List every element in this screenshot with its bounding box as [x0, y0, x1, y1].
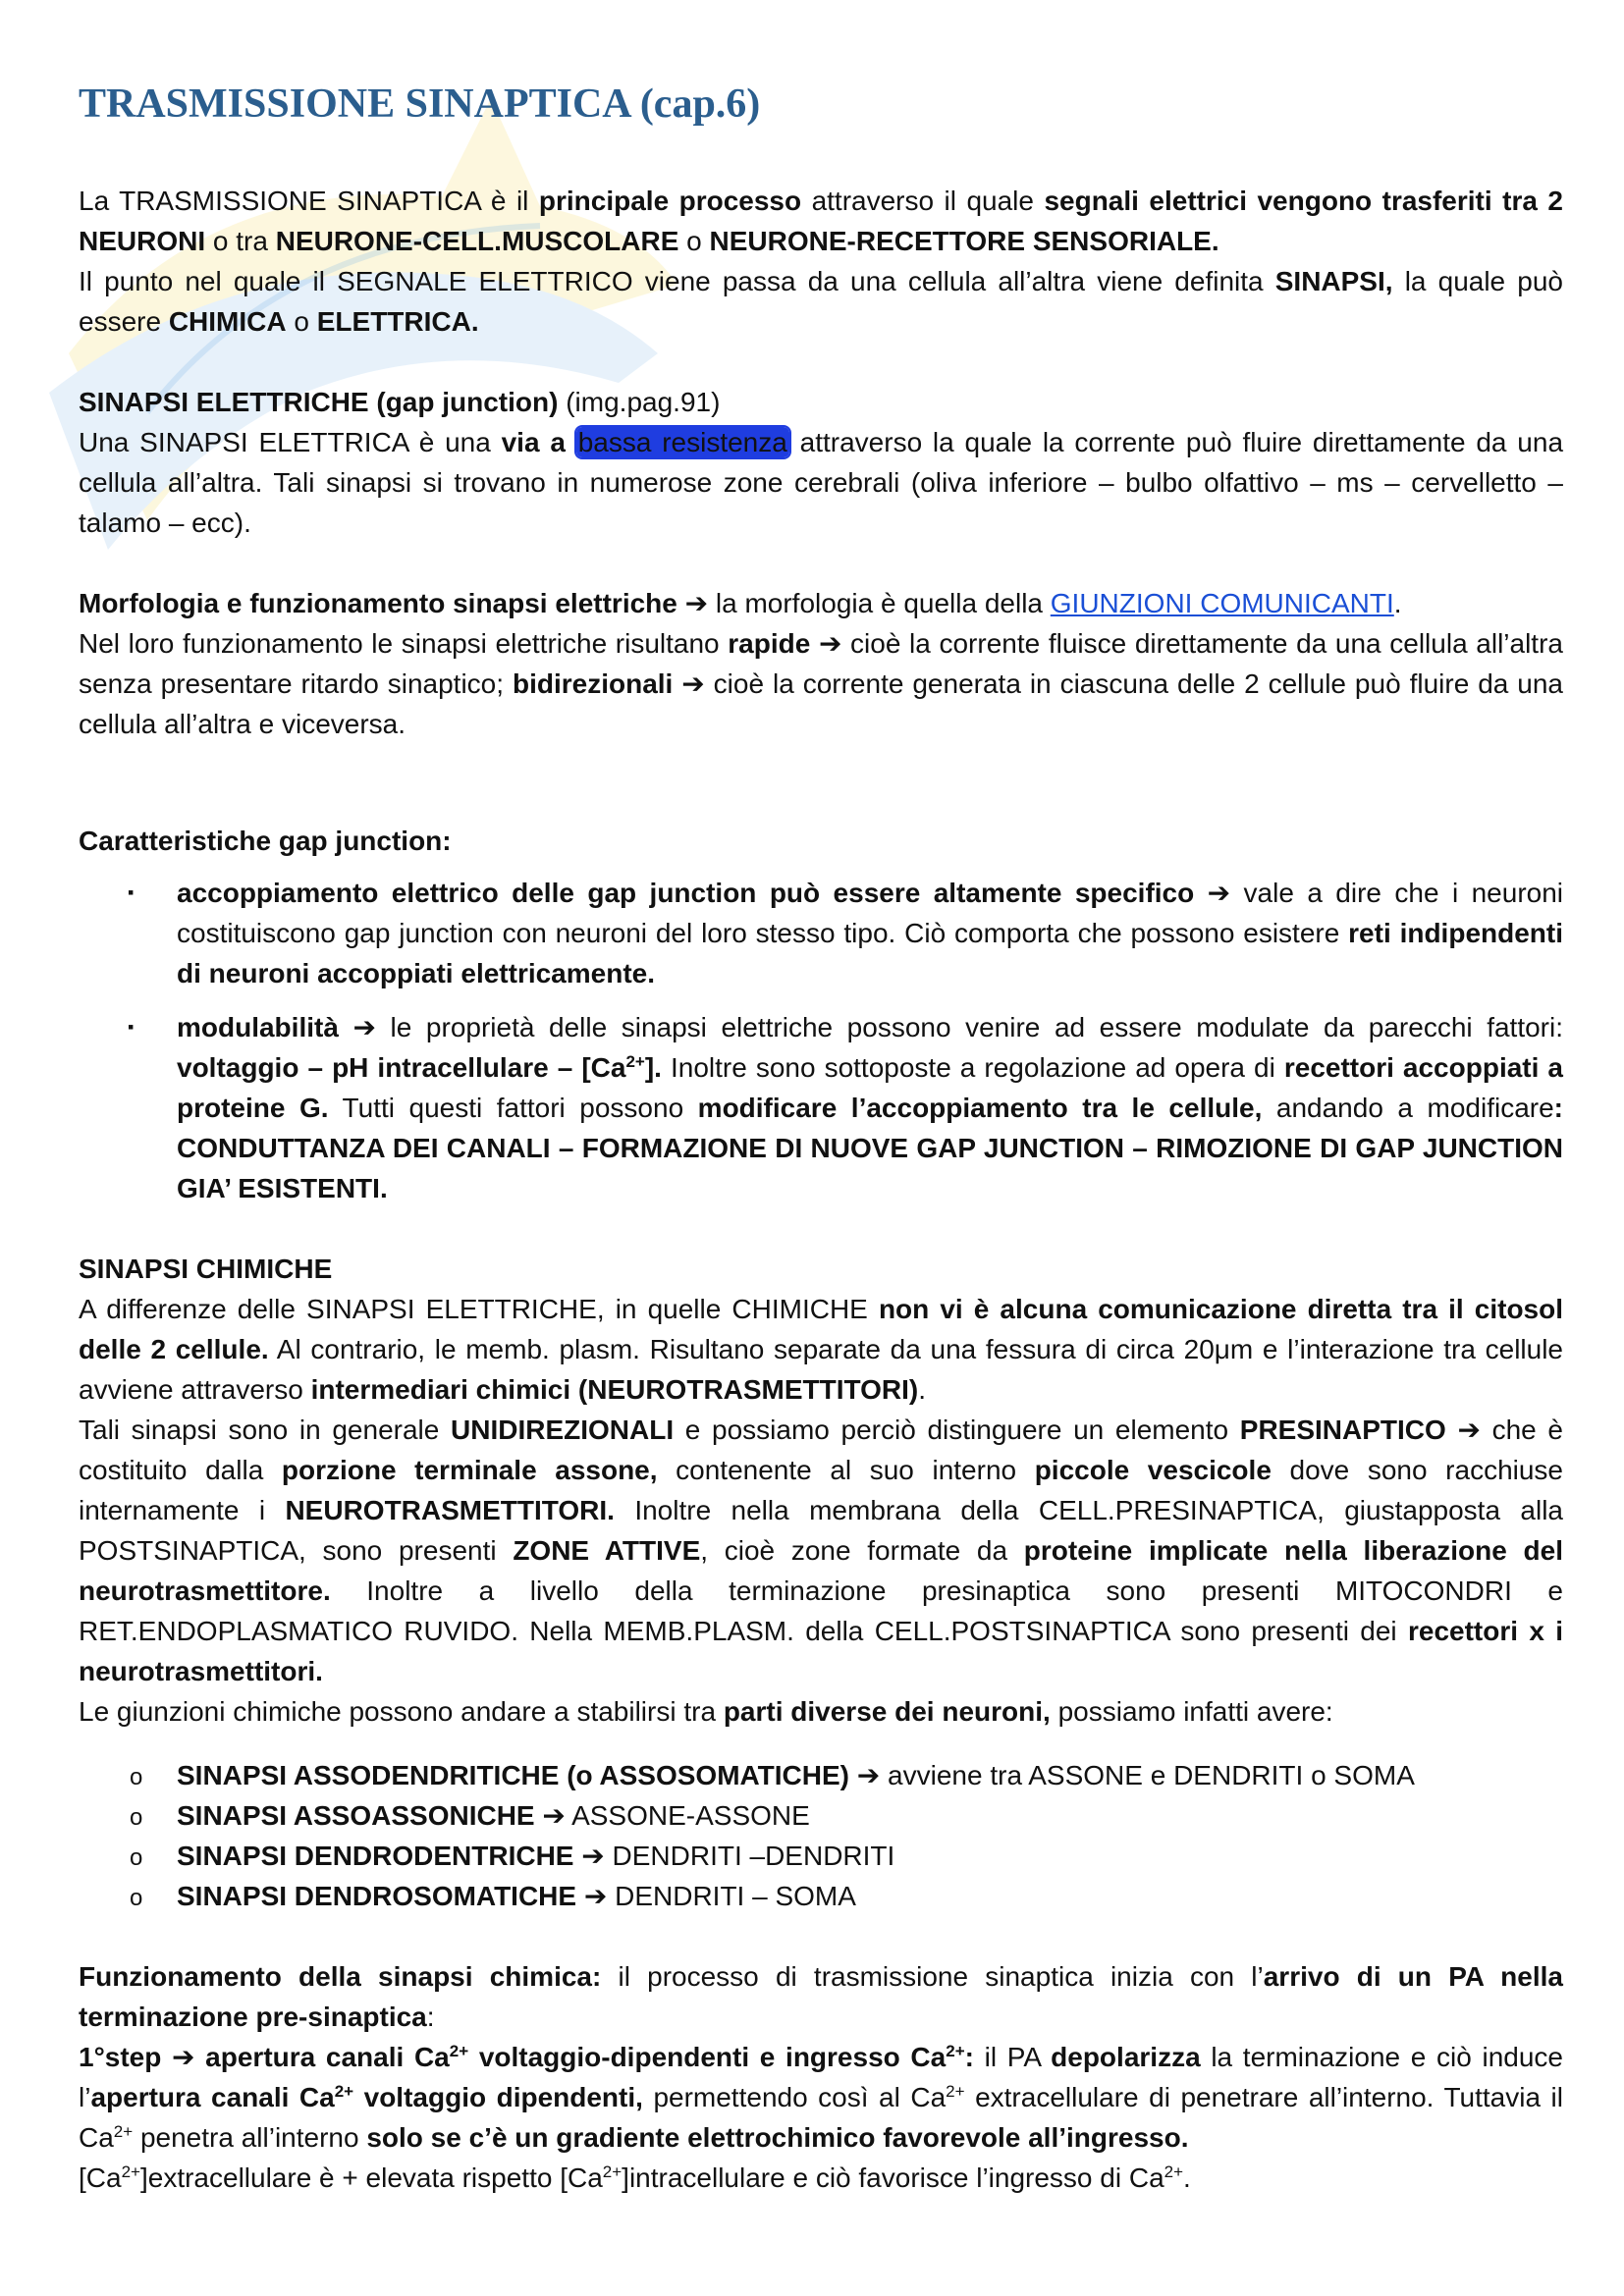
- arrow-icon: ➔: [1457, 1415, 1481, 1445]
- highlighted-text: bassa resistenza: [577, 427, 787, 457]
- arrow-icon: ➔: [352, 1012, 376, 1042]
- page-title: TRASMISSIONE SINAPTICA (cap.6): [79, 81, 761, 127]
- morphology-paragraph: Morfologia e funzionamento sinapsi elettriche ➔ la morfologia è quella della GIUNZIONI COMUNICANTI. Nel loro funzionamento le sinapsi elettriche risultano rapide ➔ cioè la corrente fluisce direttamente da una cellula all’altra senza presentare ritardo sinaptico; bidirezionali ➔ cioè la corrente generata in ciascuna delle 2 cellule può fluire da una cellula all’altra e viceversa.: [79, 588, 1563, 739]
- arrow-icon: ➔: [684, 588, 709, 618]
- section-heading: SINAPSI CHIMICHE: [79, 1254, 333, 1284]
- link-giunzioni-comunicanti[interactable]: GIUNZIONI COMUNICANTI: [1050, 588, 1394, 618]
- intro-paragraph: La TRASMISSIONE SINAPTICA è il principale processo attraverso il quale segnali elettrici vengono trasferiti tra 2 NEURONI o tra NEURONE-CELL.MUSCOLARE o NEURONE-RECETTORE SENSORIALE. Il punto nel quale il SEGNALE ELETTRICO viene passa da una cellula all’altra viene definita SINAPSI, la quale può essere CHIMICA o ELETTRICA.: [79, 186, 1563, 337]
- square-bullet-icon: ▪: [128, 882, 135, 902]
- section-heading: SINAPSI ELETTRICHE (gap junction): [79, 387, 559, 417]
- square-bullet-icon: ▪: [128, 1017, 135, 1037]
- list-item: o SINAPSI ASSOASSONICHE ➔ ASSONE-ASSONE: [79, 1795, 1563, 1836]
- list-item: ▪ modulabilità ➔ le proprietà delle sinapsi elettriche possono venire ad essere modulate da parecchi fattori: voltaggio – pH intracellulare – $[Ca^{2+}]$. Inoltre sono sottoposte a regolazione ad opera di recettori accoppiati a proteine G. Tutti questi fattori possono modificare l’accoppiamento tra le cellule, andando a modificare: CONDUTTANZA DEI CANALI – FORMAZIONE DI NUOVE GAP JUNCTION – RIMOZIONE DI GAP JUNCTION GIA’ ESISTENTI.: [79, 1007, 1563, 1208]
- arrow-icon: ➔: [818, 628, 842, 659]
- chemical-synapse-function-paragraph: Funzionamento della sinapsi chimica: il processo di trasmissione sinaptica inizia con l’arrivo di un PA nella terminazione pre-sinaptica: 1°step ➔ apertura canali $Ca^{2+}$ voltaggio-dipendenti e ingresso $Ca^{2+}$: il PA depolarizza la terminazione e ciò induce l’apertura canali $Ca^{2+}$ voltaggio dipendenti, permettendo così al $Ca^{2+}$ extracellulare di penetrare all’interno. Tuttavia il $Ca^{2+}$ penetra all’interno solo se c’è un gradiente elettrochimico favorevole all’ingresso. $[Ca^{2+}]extracellulare$ è + elevata rispetto $[Ca^{2+}]intracellulare$ e ciò favorisce l’ingresso di $Ca^{2+}$.: [79, 1961, 1563, 2193]
- circle-bullet-icon: o: [130, 1764, 143, 1790]
- arrow-icon: ➔: [581, 1841, 605, 1871]
- arrow-icon: ➔: [542, 1800, 566, 1831]
- arrow-icon: ➔: [681, 668, 705, 699]
- circle-bullet-icon: o: [130, 1804, 143, 1831]
- list-item: o SINAPSI ASSODENDRITICHE (o ASSOSOMATICHE) ➔ avviene tra ASSONE e DENDRITI o SOMA: [79, 1755, 1563, 1795]
- circle-bullet-icon: o: [130, 1844, 143, 1871]
- section-heading: Caratteristiche gap junction:: [79, 826, 452, 856]
- arrow-icon: ➔: [583, 1881, 608, 1911]
- gap-junction-list: [79, 873, 1563, 1208]
- synapse-types-list: [79, 1755, 1563, 1916]
- circle-bullet-icon: o: [130, 1885, 143, 1911]
- arrow-icon: ➔: [172, 2042, 195, 2072]
- chemical-synapse-section: SINAPSI CHIMICHE A differenze delle SINAPSI ELETTRICHE, in quelle CHIMICHE non vi è alcuna comunicazione diretta tra il citosol delle 2 cellule. Al contrario, le memb. plasm. Risultano separate da una fessura di circa 20μm e l’interazione tra cellule avviene attraverso intermediari chimici (NEUROTRASMETTITORI). Tali sinapsi sono in generale UNIDIREZIONALI e possiamo perciò distinguere un elemento PRESINAPTICO ➔ che è costituito dalla porzione terminale assone, contenente al suo interno piccole vescicole dove sono racchiuse internamente i NEUROTRASMETTITORI. Inoltre nella membrana della CELL.PRESINAPTICA, giustapposta alla POSTSINAPTICA, sono presenti ZONE ATTIVE, cioè zone formate da proteine implicate nella liberazione del neurotrasmettitore. Inoltre a livello della terminazione presinaptica sono presenti MITOCONDRI e RET.ENDOPLASMATICO RUVIDO. Nella MEMB.PLASM. della CELL.POSTSINAPTICA sono presenti dei recettori x i neurotrasmettitori. Le giunzioni chimiche possono andare a stabilirsi tra parti diverse dei neuroni, possiamo infatti avere:: [79, 1254, 1564, 1727]
- electrical-synapse-section: SINAPSI ELETTRICHE (gap junction) (img.pag.91) Una SINAPSI ELETTRICA è una via a bassa resistenza attraverso la quale la corrente può fluire direttamente da una cellula all’altra. Tali sinapsi si trovano in numerose zone cerebrali (oliva inferiore – bulbo olfattivo – ms – cervelletto – talamo – ecc).: [79, 387, 1564, 538]
- list-item: o SINAPSI DENDRODENTRICHE ➔ DENDRITI –DENDRITI: [79, 1836, 1563, 1876]
- list-item: ▪ accoppiamento elettrico delle gap junction può essere altamente specifico ➔ vale a dire che i neuroni costituiscono gap junction con neuroni del loro stesso tipo. Ciò comporta che possono esistere reti indipendenti di neuroni accoppiati elettricamente.: [79, 873, 1563, 993]
- arrow-icon: ➔: [1207, 878, 1231, 908]
- list-item: o SINAPSI DENDROSOMATICHE ➔ DENDRITI – SOMA: [79, 1876, 1563, 1916]
- arrow-icon: ➔: [856, 1760, 881, 1790]
